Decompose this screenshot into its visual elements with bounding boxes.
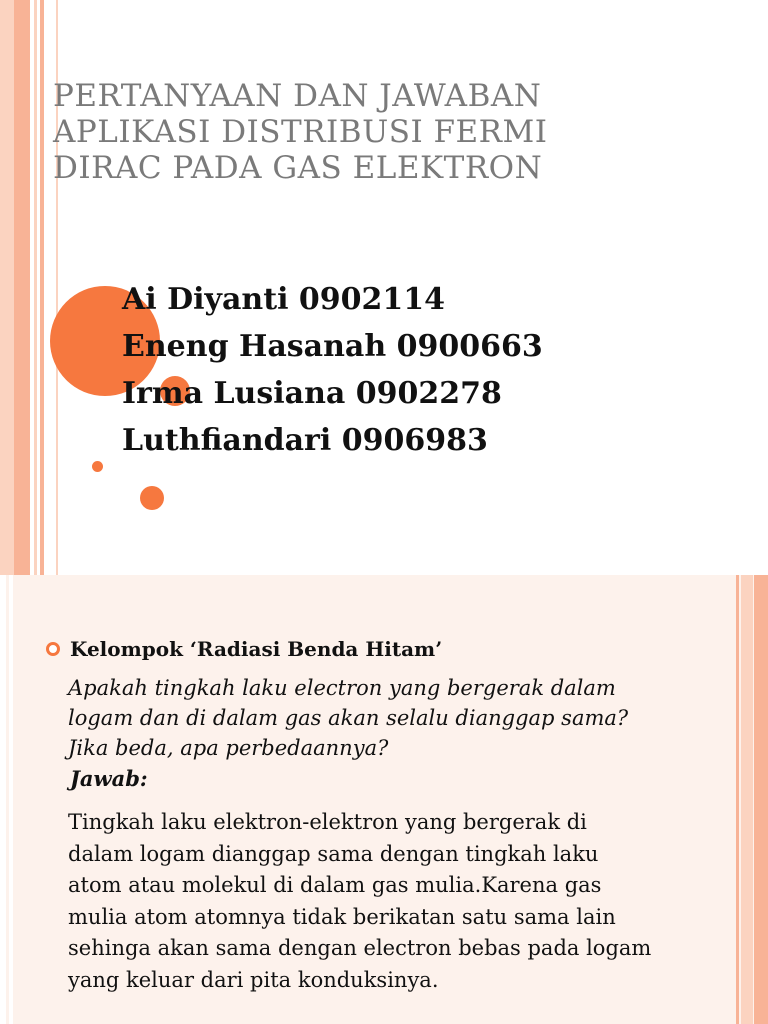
question-line: Apakah tingkah laku electron yang bergerak dalam — [68, 676, 616, 700]
decor-stripe — [14, 0, 30, 575]
bullet-icon — [46, 642, 60, 656]
answer-line: dalam logam dianggap sama dengan tingkah laku — [68, 841, 599, 866]
author-item: Ai Diyanti 0902114 — [122, 282, 446, 317]
section-heading: Kelompok ‘Radiasi Benda Hitam’ — [70, 637, 443, 661]
answer-line: mulia atom atomnya tidak berikatan satu sama lain — [68, 904, 616, 929]
decor-stripe — [0, 575, 6, 1024]
author-item: Luthfiandari 0906983 — [122, 423, 488, 458]
author-item: Eneng Hasanah 0900663 — [122, 329, 543, 364]
answer-text — [68, 807, 738, 996]
decor-circle-small — [140, 486, 164, 510]
question-text — [68, 673, 738, 763]
decor-circle-tiny — [92, 461, 103, 472]
decor-stripe — [0, 0, 14, 575]
question-line: Jika beda, apa perbedaannya? — [68, 736, 389, 760]
answer-label: Jawab: — [70, 766, 148, 791]
author-list — [122, 276, 543, 464]
decor-stripe — [34, 0, 37, 575]
answer-line: atom atau molekul di dalam gas mulia.Karena gas — [68, 873, 602, 897]
decor-stripe — [9, 575, 13, 1024]
content-slide — [0, 575, 768, 1024]
heading-row — [46, 637, 442, 661]
title-line: PERTANYAAN DAN JAWABAN — [53, 78, 542, 114]
decor-stripe — [40, 0, 44, 575]
answer-line: Tingkah laku elektron-elektron yang bergerak di — [68, 810, 587, 834]
answer-line: yang keluar dari pita konduksinya. — [68, 967, 439, 992]
answer-line: sehinga akan sama dengan electron bebas pada logam — [68, 936, 652, 960]
decor-stripe — [741, 575, 753, 1024]
title-line: APLIKASI DISTRIBUSI FERMI — [53, 114, 548, 150]
decor-stripe — [754, 575, 768, 1024]
page-title — [53, 78, 653, 186]
question-line: logam dan di dalam gas akan selalu dianggap sama? — [68, 706, 629, 730]
author-item: Irma Lusiana 0902278 — [122, 376, 502, 411]
title-line: DIRAC PADA GAS ELEKTRON — [53, 150, 543, 186]
